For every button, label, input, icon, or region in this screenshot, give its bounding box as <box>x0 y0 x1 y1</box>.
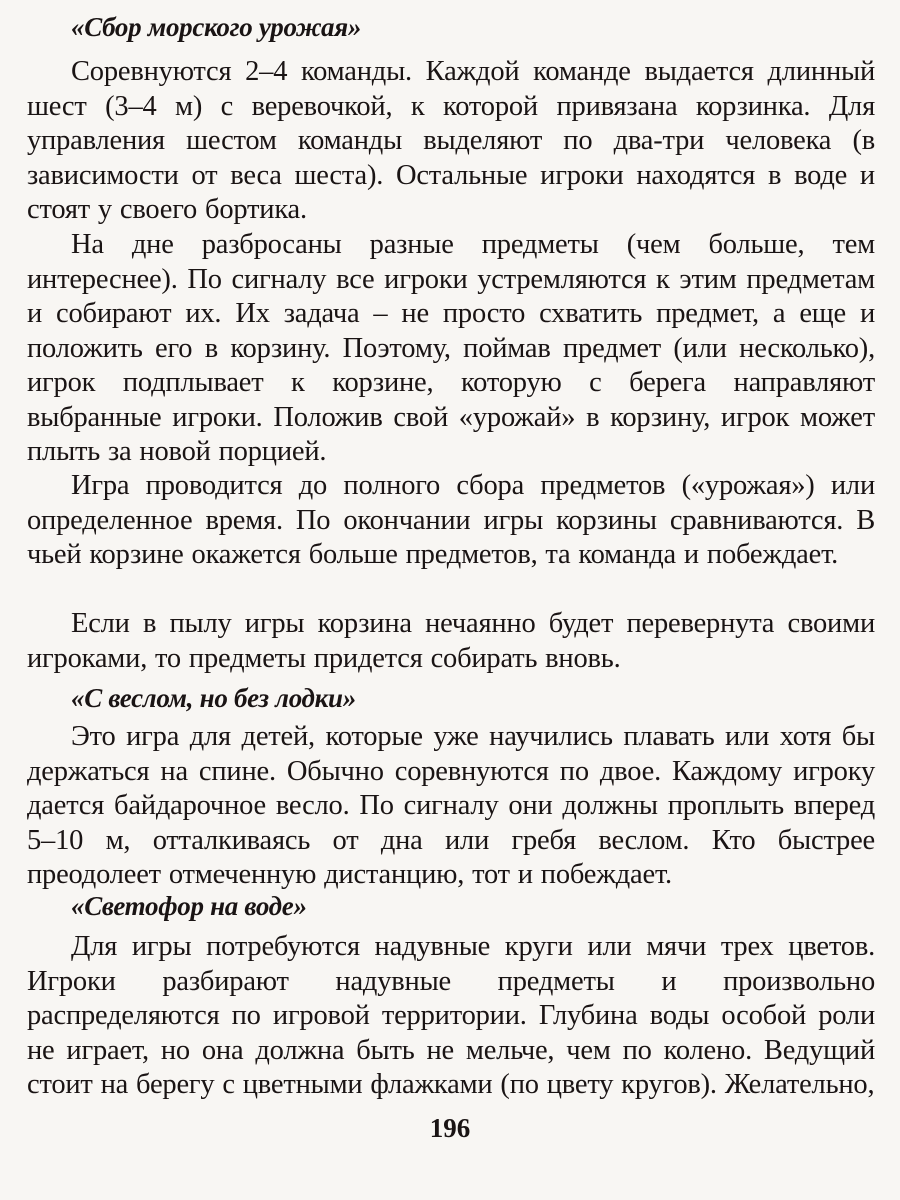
section-title-oar-no-boat: «С веслом, но без лодки» <box>71 683 356 713</box>
paragraph: Соревнуются 2–4 команды. Каждой команде выдается длинный шест (3–4 м) с веревочкой, к которой привязана корзинка. Для управления шестом команды выделяют по два-три человека (в зависимости от веса шеста). Остальные игроки находятся в воде и стоят у своего бортика. <box>27 56 875 225</box>
paragraph: Если в пылу игры корзина нечаянно будет перевернута своими игроками, то предметы придется собирать вновь. <box>27 608 875 674</box>
section-title-sea-harvest: «Сбор морского урожая» <box>71 12 362 42</box>
paragraph: На дне разбросаны разные предметы (чем больше, тем интереснее). По сигналу все игроки устремляются к этим предметам и собирают их. Их задача – не просто схватить предмет, а еще и положить его в корзину. Поэтому, поймав предмет (или несколько), игрок подплывает к корзине, которую с берега направляют выбранные игроки. Положив свой «урожай» в корзину, игрок может плыть за новой порцией. <box>27 229 875 467</box>
paragraph: Игра проводится до полного сбора предметов («урожая») или определенное время. По окончании игры корзины сравниваются. В чьей корзине окажется больше предметов, та команда и побеждает. <box>27 470 875 570</box>
page-number: 196 <box>429 1113 471 1143</box>
paragraph: Для игры потребуются надувные круги или мячи трех цветов. Игроки разбирают надувные предметы и произвольно распределяются по игровой территории. Глубина воды особой роли не играет, но она должна быть не мельче, чем по колено. Ведущий стоит на берегу с цветными флажками (по цвету кругов). Желательно, <box>27 931 875 1100</box>
section-title-traffic-light-on-water: «Светофор на воде» <box>71 891 307 921</box>
paragraph: Это игра для детей, которые уже научились плавать или хотя бы держаться на спине. Обычно соревнуются по двое. Каждому игроку дается байдарочное весло. По сигналу они должны проплыть вперед 5–10 м, отталкиваясь от дна или гребя веслом. Кто быстрее преодолеет отмеченную дистанцию, тот и побеждает. <box>27 721 875 890</box>
